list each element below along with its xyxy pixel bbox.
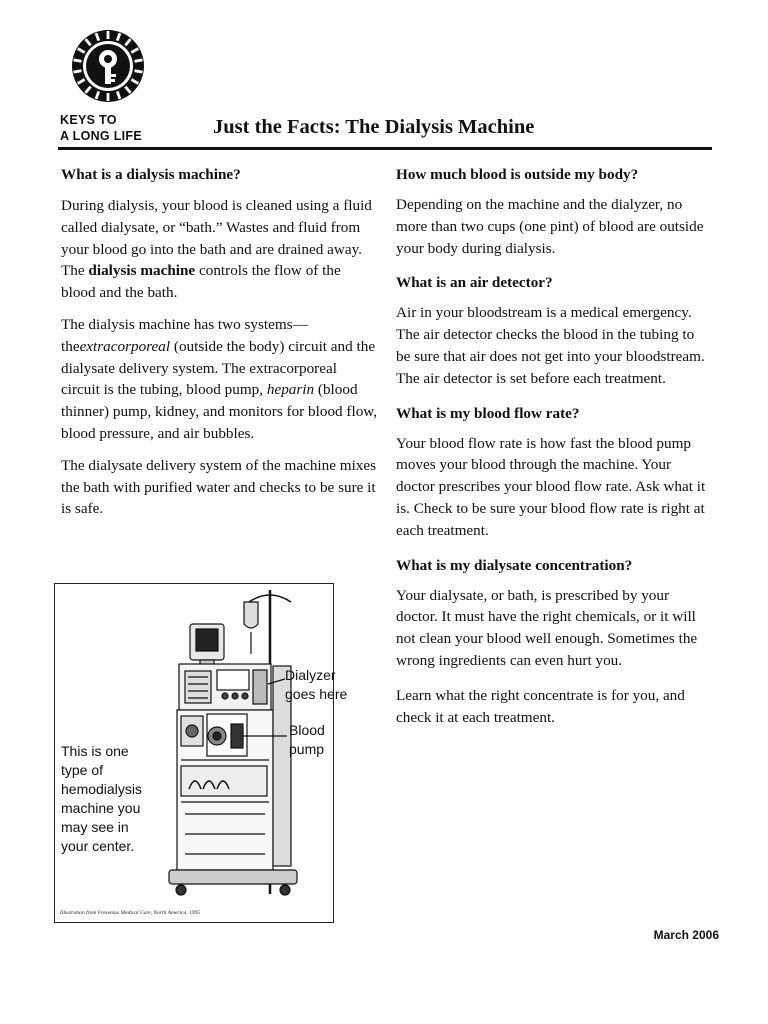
caption-line-1: This is one <box>61 743 129 759</box>
p1-text-a: During dialysis, your blood is cleaned using a fluid called dialysate, or “bath.” Wastes and fluid from your blood go into the bath and are drained away. The <box>61 197 372 280</box>
page-title: Just the Facts: The Dialysis Machine <box>213 116 535 138</box>
brand-line-2: A LONG LIFE <box>60 129 142 143</box>
answer-blood-outside-body: Depending on the machine and the dialyzer, no more than two cups (one pint) of blood are outside your body during dialysis. <box>396 196 704 257</box>
brand-wordmark <box>60 112 170 144</box>
keys-logo-icon <box>70 28 146 104</box>
answer-blood-flow-rate: Your blood flow rate is how fast the blood pump moves your blood through the machine. Your doctor prescribes your blood flow rate. Ask what it is. Check to be sure your blood flow rate is right at each treatment. <box>396 434 706 539</box>
question-blood-outside-body: How much blood is outside my body? <box>396 166 639 183</box>
left-column <box>61 164 379 530</box>
dialyzer-line-1: Dialyzer <box>285 667 336 683</box>
dialyzer-callout <box>285 666 365 704</box>
paragraph-dialysate-delivery: The dialysate delivery system of the machine mixes the bath with purified water and checks to be sure it is safe. <box>61 456 377 518</box>
p2-italic-heparin: heparin <box>266 381 315 399</box>
p2-text-a: The dialysis machine has two systems—the <box>61 315 308 355</box>
p1-text-b: controls the flow of the blood and the bath. <box>61 262 341 302</box>
question-dialysate-concentration: What is my dialysate concentration? <box>396 556 633 574</box>
pump-line-2: pump <box>289 741 325 757</box>
question-air-detector: What is an air detector? <box>396 274 553 292</box>
answer-air-detector: Air in your bloodstream is a medical emergency. The air detector checks the blood in the tubing to be sure that air does not get into your bloodstream. The air detector is set before each treatment. <box>396 304 705 387</box>
p2-text-b: (outside the body) circuit and the dialysate delivery system. The extracorporeal circuit is the tubing, blood pump, <box>61 337 376 399</box>
caption-line-2: type of <box>61 762 104 778</box>
title-rule <box>58 147 712 150</box>
brand-line-1: KEYS TO <box>60 113 117 127</box>
figure-caption <box>61 742 161 856</box>
question-what-is-dialysis-machine: What is a dialysis machine? <box>61 166 241 183</box>
illustration-credit: Illustration from Fresenius Medical Care, North America, 1995 <box>60 910 200 916</box>
answer-what-is-dialysis-machine <box>61 195 379 304</box>
caption-line-6: your center. <box>61 838 135 854</box>
paragraph-two-systems <box>61 314 379 445</box>
machine-figure <box>54 583 348 923</box>
caption-line-3: hemodialysis <box>61 781 142 797</box>
caption-line-4: machine you <box>61 800 141 816</box>
answer-dialysate-concentration: Your dialysate, or bath, is prescribed by your doctor. It must have the right chemicals, or it will not clean your blood well enough. Sometimes the wrong ingredients can even hurt you. <box>396 586 698 669</box>
pump-line-1: Blood <box>289 722 325 738</box>
dialyzer-line-2: goes here <box>285 686 348 702</box>
blood-pump-callout <box>289 721 349 759</box>
paragraph-learn-concentrate: Learn what the right concentrate is for you, and check it at each treatment. <box>396 686 685 726</box>
p2-italic-extracorporeal: extracorporeal <box>79 337 171 355</box>
caption-line-5: may see in <box>61 819 129 835</box>
p2-text-c: (blood thinner) pump, kidney, and monitors for blood flow, blood pressure, and air bubbles. <box>61 381 378 442</box>
p1-bold-term: dialysis machine <box>88 262 196 280</box>
question-blood-flow-rate: What is my blood flow rate? <box>396 404 580 422</box>
right-column <box>396 164 712 741</box>
publication-date: March 2006 <box>653 928 719 942</box>
